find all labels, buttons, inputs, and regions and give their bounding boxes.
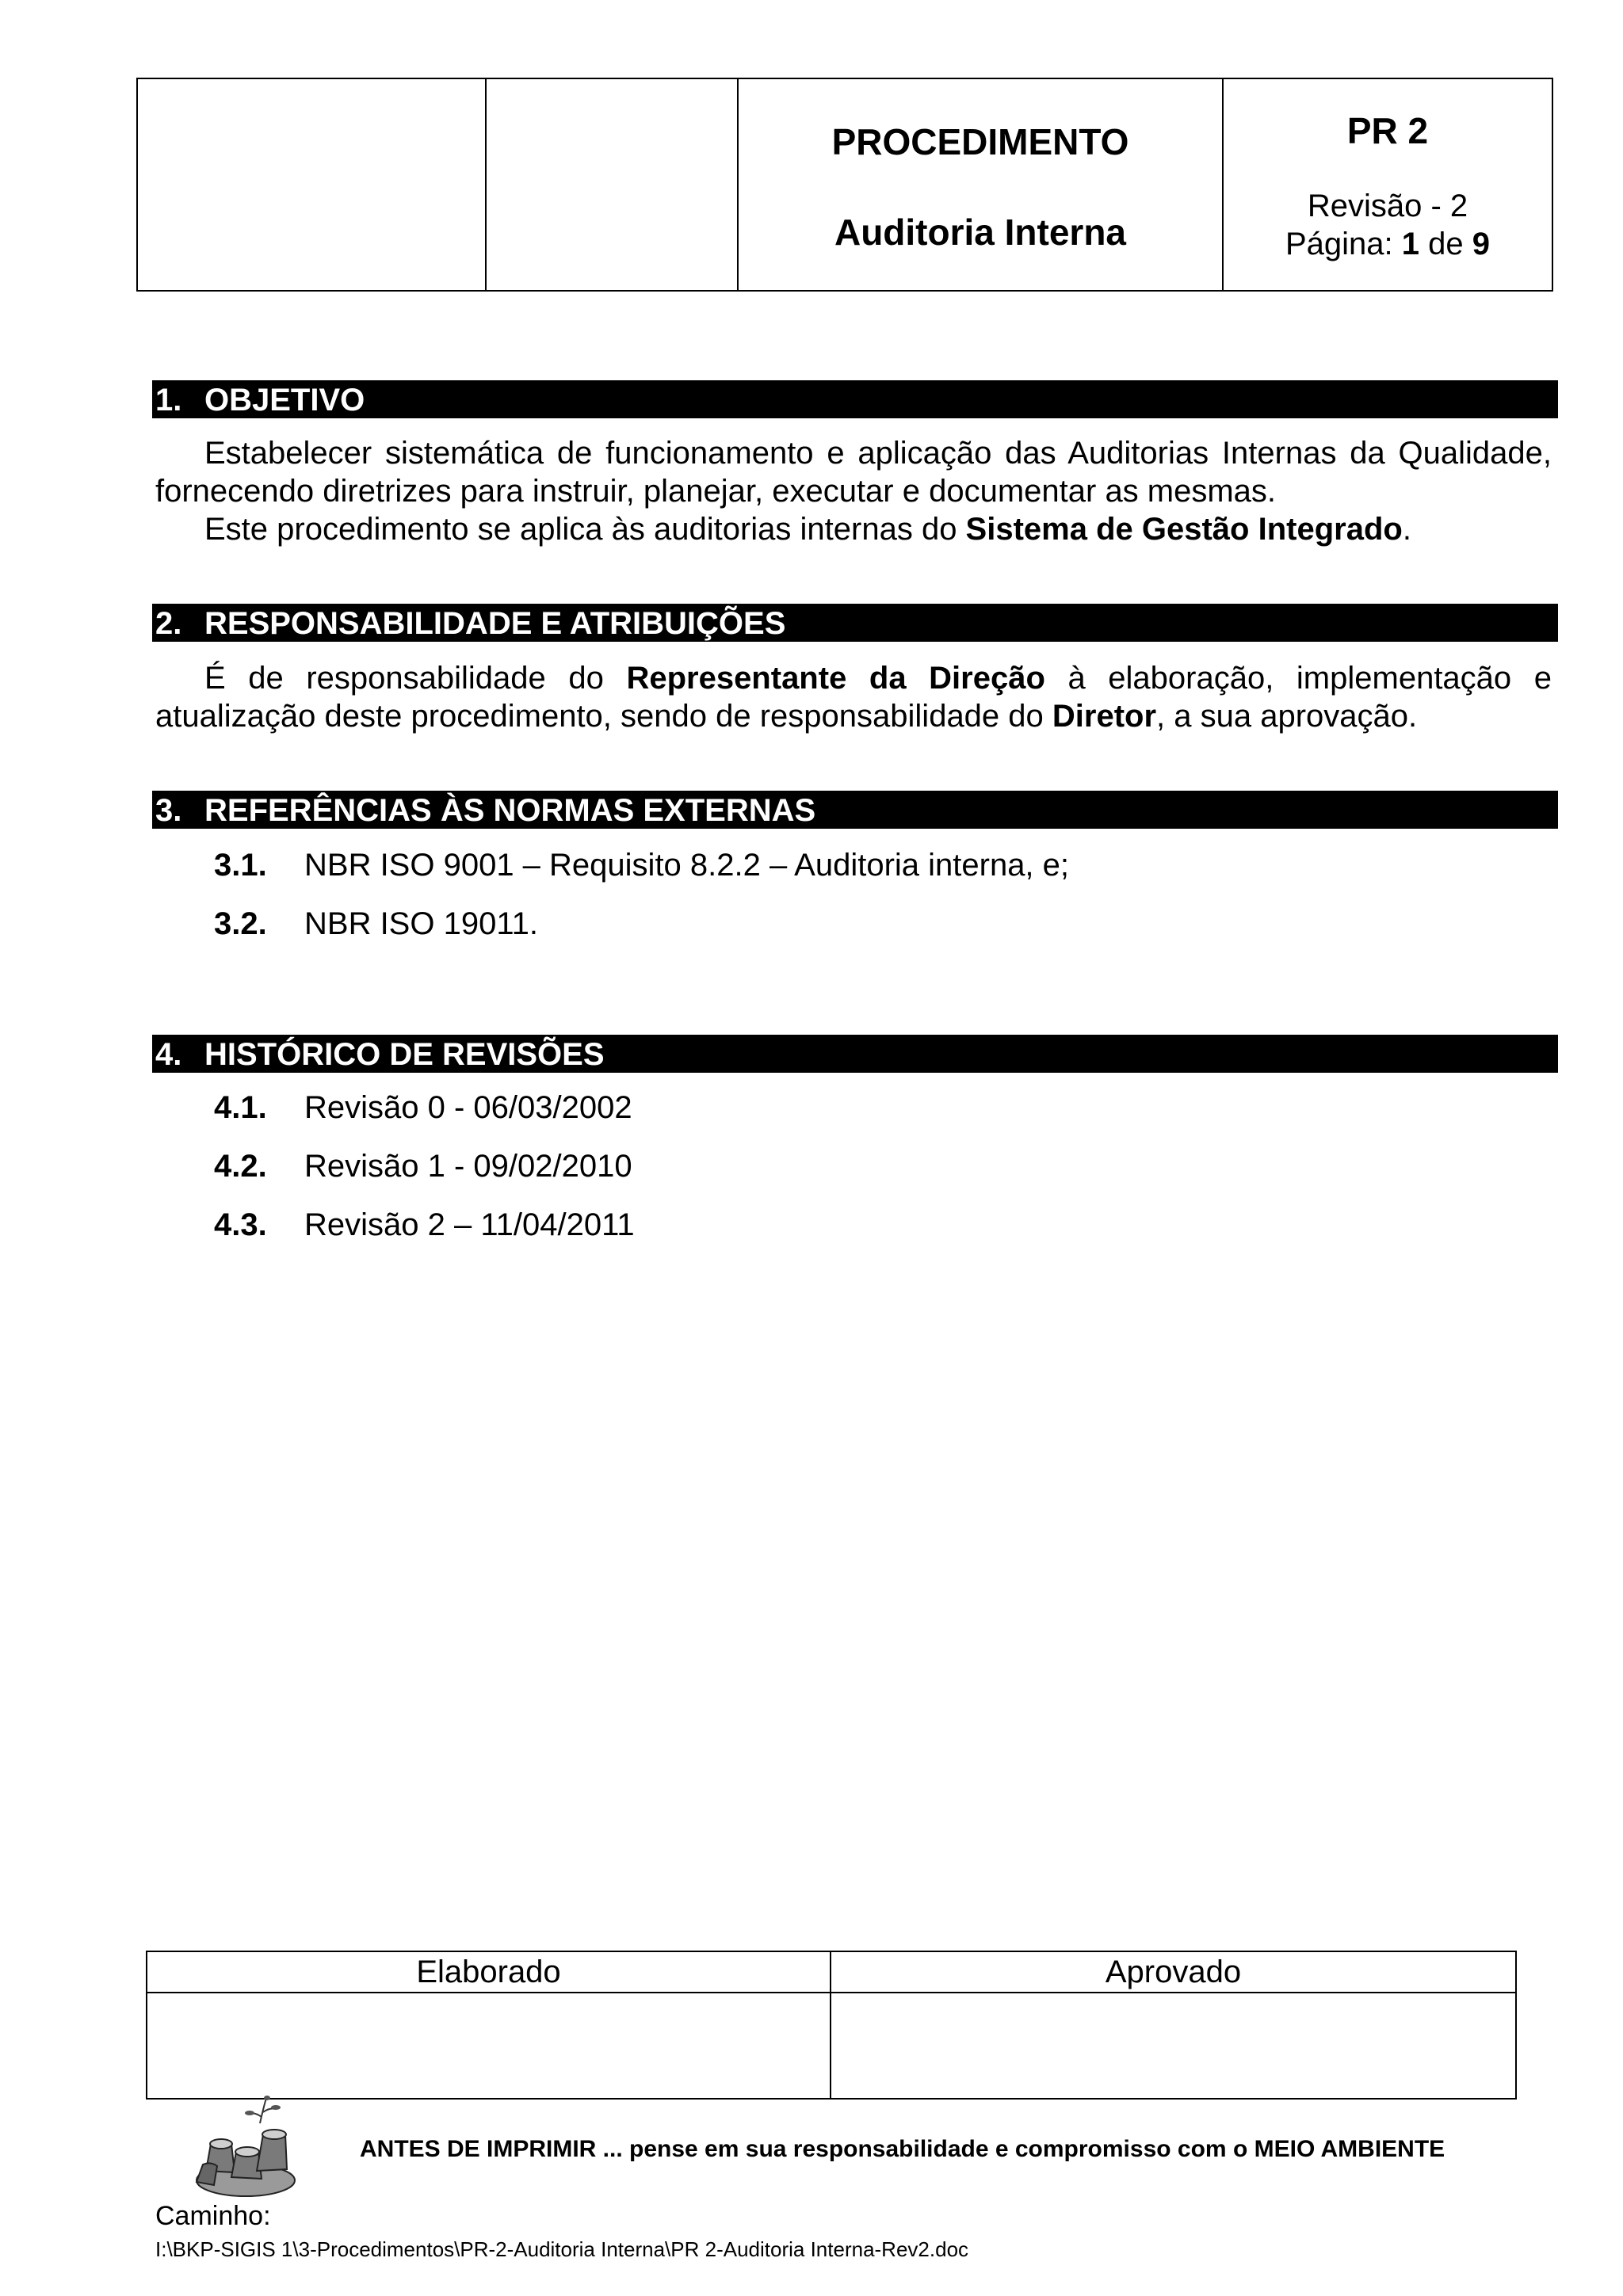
- paragraph-text: Estabelecer sistemática de funcionamento e aplicação das Auditorias Internas da Qualidade, fornecendo diretrizes para instruir, planejar, executar e documentar as mesmas.: [155, 436, 1552, 509]
- header-code-cell: [1224, 79, 1552, 290]
- paragraph-text: , a sua aprovação.: [1156, 699, 1418, 734]
- header-title-cell: [739, 79, 1224, 290]
- list-item: [214, 905, 538, 943]
- section-title: REFERÊNCIAS ÀS NORMAS EXTERNAS: [204, 793, 816, 828]
- paragraph-text: É de responsabilidade do: [204, 661, 627, 696]
- tree-stumps-icon: [190, 2092, 301, 2203]
- paragraph-bold: Sistema de Gestão Integrado: [965, 512, 1403, 547]
- file-path: I:\BKP-SIGIS 1\3-Procedimentos\PR-2-Auditoria Interna\PR 2-Auditoria Interna-Rev2.doc: [155, 2237, 969, 2261]
- signature-table: [146, 1951, 1517, 2100]
- section-number: 2.: [155, 606, 182, 641]
- section-1-paragraph-1: [155, 434, 1552, 510]
- section-number: 3.: [155, 793, 182, 828]
- doc-title: Auditoria Interna: [834, 212, 1127, 253]
- page-total: 9: [1472, 227, 1490, 261]
- paragraph-text: .: [1402, 512, 1411, 547]
- item-number: 4.3.: [214, 1207, 267, 1242]
- page-number: 1: [1401, 227, 1420, 261]
- elaborado-label: Elaborado: [147, 1952, 831, 1992]
- elaborado-signature-cell: [147, 1993, 831, 2098]
- item-text: NBR ISO 19011.: [304, 906, 538, 941]
- item-number: 4.2.: [214, 1149, 267, 1184]
- section-2-header: [152, 604, 1558, 642]
- section-1-header: [152, 380, 1558, 418]
- header-logo-cell: [138, 79, 487, 290]
- doc-type: PROCEDIMENTO: [831, 121, 1129, 162]
- aprovado-label: Aprovado: [1105, 1955, 1242, 1989]
- section-2-paragraph: [155, 659, 1552, 735]
- section-number: 1.: [155, 383, 182, 418]
- list-item: [214, 846, 1069, 884]
- doc-code: PR 2: [1346, 110, 1429, 151]
- document-header: [136, 78, 1553, 292]
- path-label: Caminho:: [155, 2201, 271, 2231]
- header-blank-cell: [487, 79, 739, 290]
- list-item: [214, 1147, 632, 1185]
- list-item: [214, 1206, 635, 1244]
- revision-label: Revisão - 2: [1307, 189, 1468, 223]
- paragraph-text: Este procedimento se aplica às auditorias internas do: [204, 512, 966, 547]
- aprovado-signature-cell: [831, 1993, 1515, 2098]
- item-text: Revisão 1 - 09/02/2010: [304, 1149, 632, 1184]
- section-3-header: [152, 791, 1558, 829]
- page-label: Página:: [1285, 227, 1402, 261]
- paragraph-bold: Diretor: [1052, 699, 1157, 734]
- list-item: [214, 1089, 632, 1127]
- section-1-paragraph-2: [155, 510, 1552, 548]
- item-number: 4.1.: [214, 1090, 267, 1125]
- section-number: 4.: [155, 1037, 182, 1072]
- item-number: 3.2.: [214, 906, 267, 941]
- section-title: OBJETIVO: [204, 383, 365, 418]
- section-4-header: [152, 1035, 1558, 1073]
- item-number: 3.1.: [214, 848, 267, 883]
- item-text: NBR ISO 9001 – Requisito 8.2.2 – Auditoria interna, e;: [304, 848, 1070, 883]
- item-text: Revisão 0 - 06/03/2002: [304, 1090, 632, 1125]
- signature-body-row: [147, 1993, 1515, 2098]
- paragraph-text: à elaboração, implementação e atualização deste procedimento, sendo de responsabilidade do: [155, 661, 1552, 734]
- signature-header-row: [147, 1952, 1515, 1993]
- item-text: Revisão 2 – 11/04/2011: [304, 1207, 635, 1242]
- page-indicator: [1224, 227, 1552, 262]
- section-title: HISTÓRICO DE REVISÕES: [204, 1037, 605, 1072]
- environment-notice: ANTES DE IMPRIMIR ... pense em sua responsabilidade e compromisso com o MEIO AMBIENTE: [360, 2136, 1445, 2162]
- section-title: RESPONSABILIDADE E ATRIBUIÇÕES: [204, 606, 786, 641]
- page-of: de: [1419, 227, 1472, 261]
- paragraph-bold: Representante da Direção: [626, 661, 1045, 696]
